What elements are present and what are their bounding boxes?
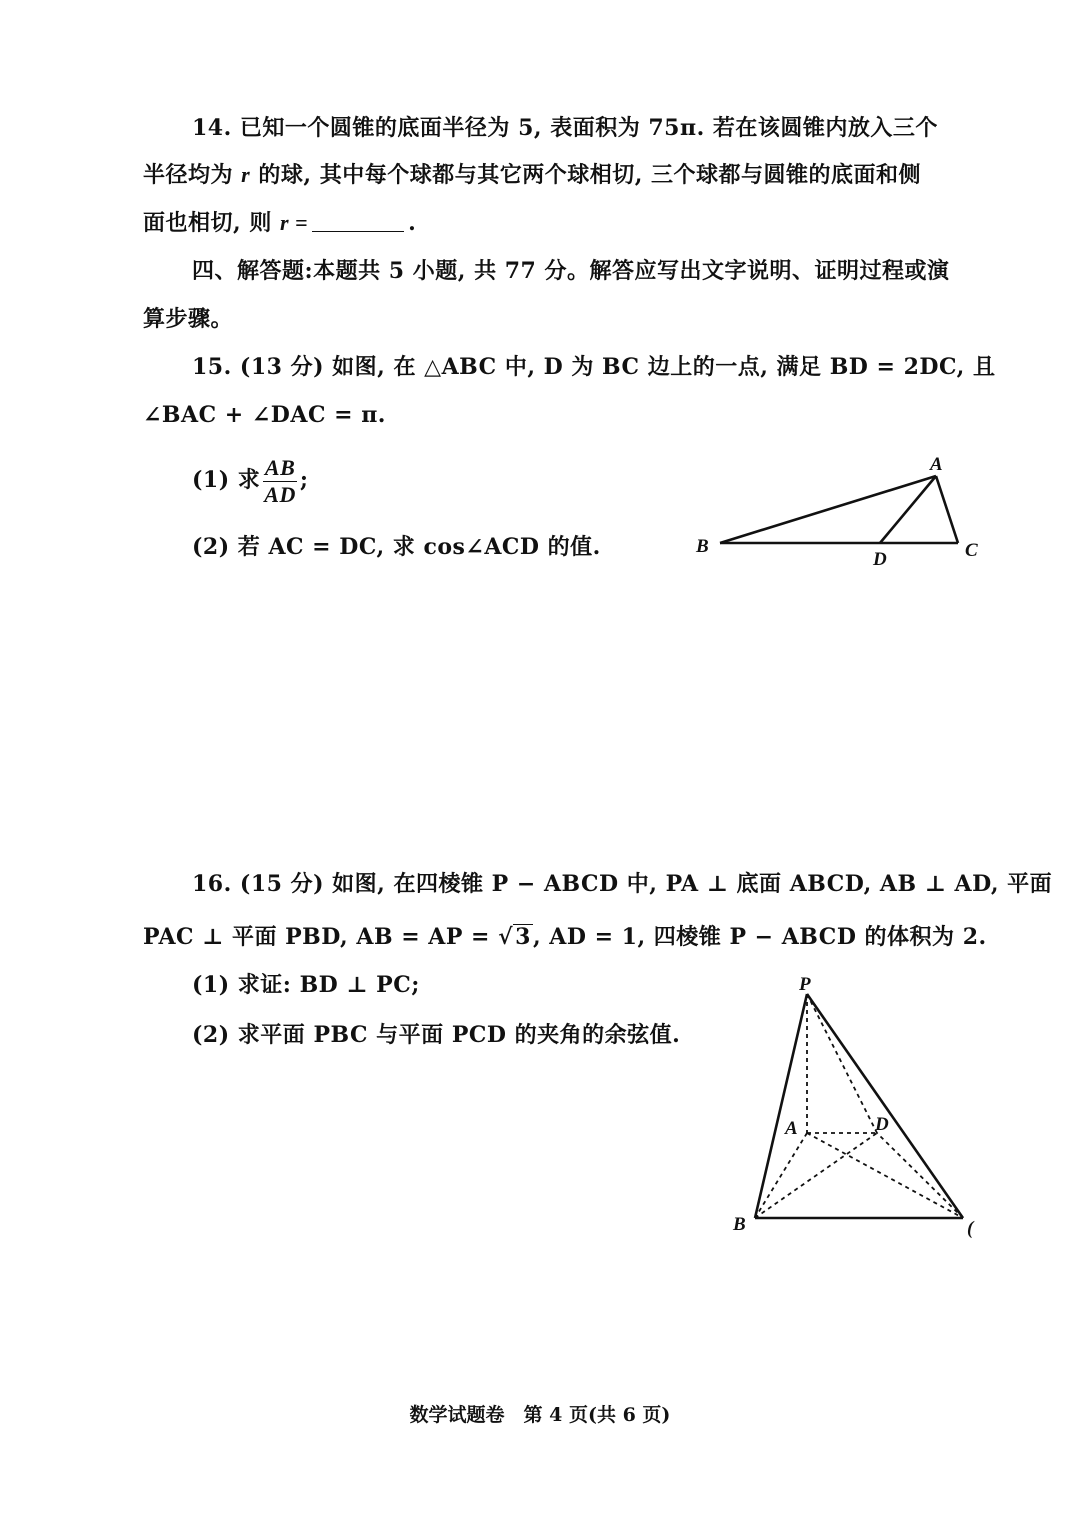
q15-segment-ad bbox=[880, 476, 936, 543]
q15-fraction-denominator: AD bbox=[264, 481, 296, 507]
q16-sqrt-radicand: 3 bbox=[515, 924, 531, 950]
q14-line-2a: 半径均为 bbox=[143, 162, 242, 188]
q14-answer-label: r = bbox=[279, 210, 309, 235]
q16-edge-cd bbox=[877, 1133, 963, 1218]
q15-line-1: 15. (13 分) 如图, 在 △ABC 中, D 为 BC 边上的一点, 满足 BD = 2DC, 且 bbox=[192, 354, 996, 380]
q16-label-a: A bbox=[785, 1118, 798, 1139]
q16-part-1: (1) 求证: BD ⊥ PC; bbox=[192, 972, 420, 998]
section4-heading-cont: 算步骤。 bbox=[143, 306, 234, 332]
q15-fraction bbox=[262, 455, 298, 508]
q15-label-c: C bbox=[965, 540, 978, 561]
q14-line-3 bbox=[143, 208, 416, 238]
q16-line-2b: , AD = 1, 四棱锥 P − ABCD 的体积为 2. bbox=[532, 924, 987, 950]
q16-edge-ac bbox=[807, 1133, 963, 1218]
q16-edge-pb bbox=[755, 994, 807, 1218]
q16-edge-pc bbox=[807, 994, 963, 1218]
q14-line-2 bbox=[143, 160, 921, 190]
q16-label-b: B bbox=[733, 1214, 746, 1235]
q15-label-b: B bbox=[696, 536, 709, 557]
q16-label-c: ( bbox=[967, 1218, 974, 1239]
q14-line-2b: 的球, 其中每个球都与其它两个球相切, 三个球都与圆锥的底面和侧 bbox=[250, 162, 922, 188]
q14-line-1: 14. 已知一个圆锥的底面半径为 5, 表面积为 75π. 若在该圆锥内放入三个 bbox=[192, 115, 938, 141]
q16-label-p: P bbox=[799, 974, 811, 995]
q15-part-1-suffix: ; bbox=[299, 467, 309, 493]
q15-fraction-numerator: AB bbox=[264, 454, 296, 480]
q14-line-3a: 面也相切, 则 bbox=[143, 210, 280, 236]
q16-part-2: (2) 求平面 PBC 与平面 PCD 的夹角的余弦值. bbox=[192, 1022, 681, 1048]
q16-pyramid-figure bbox=[725, 970, 985, 1240]
q15-label-a: A bbox=[930, 454, 943, 475]
q14-var-r: r bbox=[241, 162, 251, 187]
q15-part-1 bbox=[192, 452, 308, 508]
q14-line-3b: . bbox=[408, 210, 417, 236]
q14-answer-blank bbox=[312, 209, 404, 232]
q16-line-1: 16. (15 分) 如图, 在四棱锥 P − ABCD 中, PA ⊥ 底面 ABCD, AB ⊥ AD, 平面 bbox=[192, 871, 1053, 897]
q16-label-d: D bbox=[875, 1114, 889, 1135]
q15-side-ba bbox=[720, 476, 936, 543]
q15-line-2: ∠BAC + ∠DAC = π. bbox=[143, 402, 386, 428]
q15-triangle-figure bbox=[690, 450, 1000, 575]
q16-line-2a: PAC ⊥ 平面 PBD, AB = AP = bbox=[143, 924, 499, 950]
q16-line-2 bbox=[143, 922, 987, 952]
q15-part-2: (2) 若 AC = DC, 求 cos∠ACD 的值. bbox=[192, 534, 601, 560]
q15-side-ac bbox=[936, 476, 958, 543]
section4-heading: 四、解答题:本题共 5 小题, 共 77 分。解答应写出文字说明、证明过程或演 bbox=[192, 258, 950, 284]
q16-edge-ab bbox=[755, 1133, 807, 1218]
q16-edge-bd bbox=[755, 1133, 877, 1218]
q15-part-1-prefix: (1) 求 bbox=[192, 467, 261, 493]
q16-sqrt-sign: √ bbox=[498, 924, 514, 950]
q15-label-d: D bbox=[873, 549, 887, 570]
q16-edge-pd bbox=[807, 994, 877, 1133]
page-footer: 数学试题卷 第 4 页(共 6 页) bbox=[409, 1404, 671, 1426]
